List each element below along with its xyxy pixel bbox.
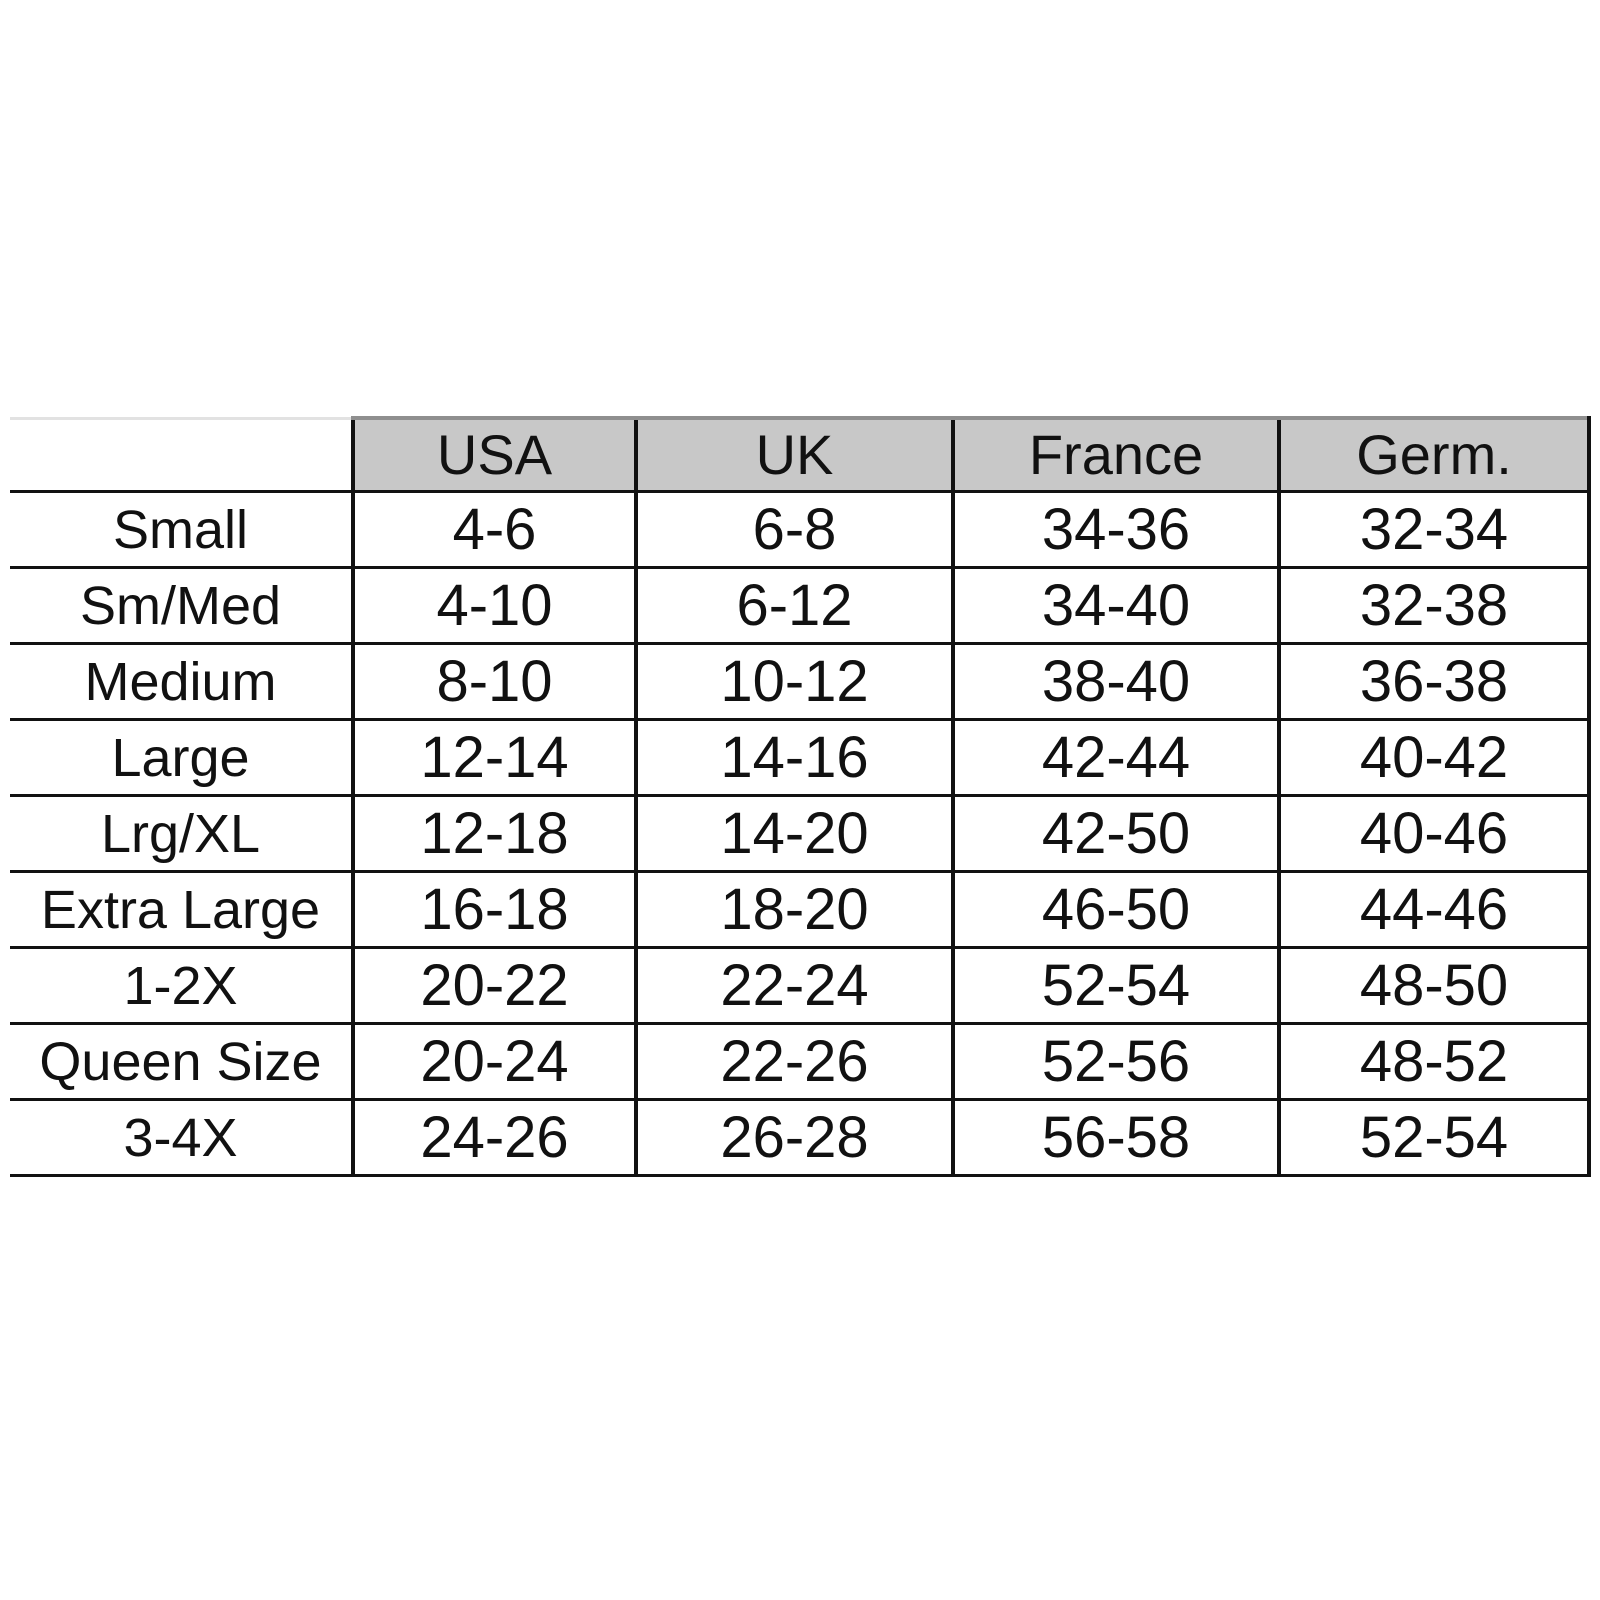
germany-size: 48-52	[1279, 1024, 1589, 1100]
uk-size: 6-8	[636, 492, 953, 568]
size-label: Lrg/XL	[10, 796, 353, 872]
uk-size: 10-12	[636, 644, 953, 720]
germany-size: 32-34	[1279, 492, 1589, 568]
uk-size: 14-20	[636, 796, 953, 872]
size-label: 1-2X	[10, 948, 353, 1024]
germany-size: 40-42	[1279, 720, 1589, 796]
table-row	[10, 1024, 1589, 1100]
table-row	[10, 1100, 1589, 1176]
france-size: 34-36	[953, 492, 1279, 568]
size-label: Small	[10, 492, 353, 568]
usa-size: 4-10	[353, 568, 636, 644]
header-germany: Germ.	[1279, 418, 1589, 492]
usa-size: 12-14	[353, 720, 636, 796]
usa-size: 12-18	[353, 796, 636, 872]
size-chart-table	[10, 416, 1591, 1177]
size-label: Extra Large	[10, 872, 353, 948]
table-row	[10, 644, 1589, 720]
france-size: 52-56	[953, 1024, 1279, 1100]
size-label: Large	[10, 720, 353, 796]
germany-size: 44-46	[1279, 872, 1589, 948]
uk-size: 26-28	[636, 1100, 953, 1176]
table-row	[10, 872, 1589, 948]
size-label: Sm/Med	[10, 568, 353, 644]
uk-size: 14-16	[636, 720, 953, 796]
germany-size: 52-54	[1279, 1100, 1589, 1176]
france-size: 42-44	[953, 720, 1279, 796]
usa-size: 8-10	[353, 644, 636, 720]
uk-size: 22-24	[636, 948, 953, 1024]
usa-size: 24-26	[353, 1100, 636, 1176]
france-size: 46-50	[953, 872, 1279, 948]
table-row	[10, 948, 1589, 1024]
header-corner-cell	[10, 418, 353, 492]
table-row	[10, 796, 1589, 872]
france-size: 52-54	[953, 948, 1279, 1024]
germany-size: 40-46	[1279, 796, 1589, 872]
header-usa: USA	[353, 418, 636, 492]
header-row	[10, 418, 1589, 492]
france-size: 38-40	[953, 644, 1279, 720]
france-size: 42-50	[953, 796, 1279, 872]
uk-size: 22-26	[636, 1024, 953, 1100]
table-row	[10, 720, 1589, 796]
header-france: France	[953, 418, 1279, 492]
usa-size: 20-22	[353, 948, 636, 1024]
uk-size: 6-12	[636, 568, 953, 644]
size-label: 3-4X	[10, 1100, 353, 1176]
usa-size: 20-24	[353, 1024, 636, 1100]
header-uk: UK	[636, 418, 953, 492]
uk-size: 18-20	[636, 872, 953, 948]
table-row	[10, 568, 1589, 644]
france-size: 34-40	[953, 568, 1279, 644]
table-row	[10, 492, 1589, 568]
usa-size: 16-18	[353, 872, 636, 948]
france-size: 56-58	[953, 1100, 1279, 1176]
germany-size: 32-38	[1279, 568, 1589, 644]
usa-size: 4-6	[353, 492, 636, 568]
size-label: Medium	[10, 644, 353, 720]
size-label: Queen Size	[10, 1024, 353, 1100]
germany-size: 48-50	[1279, 948, 1589, 1024]
germany-size: 36-38	[1279, 644, 1589, 720]
